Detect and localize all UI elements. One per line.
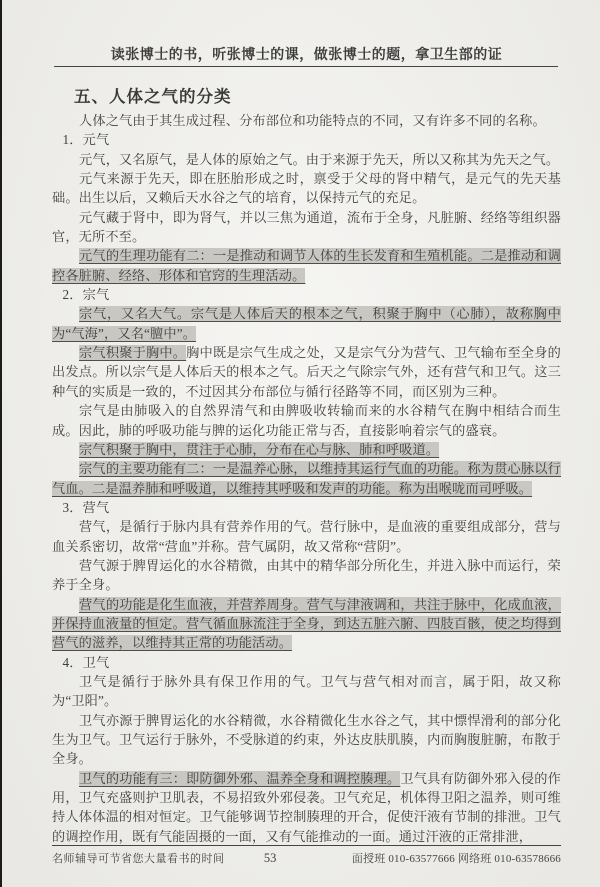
body-paragraph [52, 150, 561, 169]
text-run: 4．卫气 [62, 654, 110, 670]
text-run: 元气，又名原气，是人体的原始之气。由于来源于先天，所以又称其为先天之气。 [79, 151, 560, 167]
text-run: 元气来源于先天，即在胚胎形成之时，禀受于父母的肾中精气，是元气的先天基础。出生以后，又赖后天水谷之气的培育，以保持元气的充足。 [52, 171, 561, 206]
body-paragraph [52, 672, 561, 711]
text-run: 宗气是由肺吸入的自然界清气和由脾吸收转输而来的水谷精气在胸中相结合而生成。因此，肺的呼吸功能与脾的运化功能正常与否，直接影响着宗气的盛衰。 [52, 403, 561, 438]
page-number: 53 [263, 851, 277, 865]
section-heading [52, 498, 561, 517]
body-paragraph [52, 401, 561, 440]
section-heading [52, 130, 561, 149]
highlighted-text: 元气的生理功能有二：一是推动和调节人体的生长发育和生殖机能。二是推动和调控各脏腑、经络、形体和官窍的生理活动。 [52, 248, 561, 283]
text-run: 卫气具有防御外邪入侵的作用，卫气充盛则护卫肌表，不易招致外邪侵袭。卫气充足，机体得卫阳之温养，则可维持人体体温的相对恒定。卫气能够调节控制腠理的开合，促使汗液有节制的排泄。卫气的调控作用，既有气能固摄的一面，又有气能推动的一面。通过汗液的正常排泄， [52, 770, 561, 844]
footer-left-text: 名师辅导可节省您大量看书的时间 [52, 853, 225, 865]
body-paragraph [52, 111, 561, 130]
scan-left-edge [0, 0, 2, 887]
highlighted-text: 宗气积聚于胸中。 [79, 345, 187, 361]
highlighted-text: 卫气的功能有三：即防御外邪、温养全身和调控腠理。 [79, 770, 401, 786]
text-run: 营气源于脾胃运化的水谷精微，由其中的精华部分所化生，并进入脉中而运行，荣养于全身。 [52, 557, 561, 593]
text-run: 卫气亦源于脾胃运化的水谷精微，水谷精微化生水谷之气，其中慓悍滑利的部分化生为卫气。卫气运行于脉外，不受脉道的约束，外达皮肤肌腠，内而胸腹脏腑，布散于全身。 [52, 712, 561, 767]
section-heading [52, 285, 561, 304]
text-run: 胸中既是宗气生成之处，又是宗气分为营气、卫气输布至全身的出发点。所以宗气是人体后天的根本之气。后天之气除宗气外，还有营气和卫气。这三种气的实质是一致的，不过因其分布部位与循行径路等不同，而区别为三种。 [52, 345, 562, 399]
body-paragraph [52, 595, 561, 653]
highlighted-text: 宗气，又名大气。宗气是人体后天的根本之气，积聚于胸中（心肺），故称胸中为“气海”，又名“膻中”。 [52, 306, 561, 341]
page-title: 五、人体之气的分类 [74, 87, 232, 106]
body-paragraph [52, 169, 561, 208]
body-paragraph [52, 517, 561, 556]
header-rule [54, 66, 558, 67]
body-paragraph [52, 208, 561, 247]
text-run: 元气藏于肾中，即为肾气，并以三焦为通道，流布于全身，凡脏腑、经络等组织器官，无所不至。 [52, 209, 561, 245]
body-paragraph [52, 711, 561, 769]
text-run: 3．营气 [62, 499, 110, 515]
page-content [52, 87, 561, 846]
highlighted-text: 宗气的主要功能有二：一是温养心脉，以维持其运行气血的功能。称为贯心脉以行气血。二是温养肺和呼吸道，以维持其呼吸和发声的功能。称为出喉咙而司呼吸。 [52, 461, 561, 496]
text-run: 卫气是循行于脉外具有保卫作用的气。卫气与营气相对而言，属于阳，故又称为“卫阳”。 [52, 673, 561, 709]
text-run: 营气，是循行于脉内具有营养作用的气。营行脉中，是血液的重要组成部分，营与血关系密切，故常“营血”并称。营气属阴，故又常称“营阴”。 [52, 519, 561, 554]
section-heading [52, 653, 561, 672]
body-paragraph [52, 440, 561, 459]
text-run: 1．元气 [62, 132, 110, 148]
text-run: 2．宗气 [62, 287, 110, 303]
body-paragraph [52, 246, 561, 285]
highlighted-text: 营气的功能是化生血液，并营养周身。营气与津液调和，共注于脉中，化成血液，并保持血液量的恒定。营气循血脉流注于全身，到达五脏六腑、四肢百骸，使之均得到营气的滋养，以维持其正常的功能活动。 [52, 596, 561, 651]
body-paragraph [52, 769, 561, 846]
page-header-slogan: 读张博士的书，听张博士的课，做张博士的题，拿卫生部的证 [110, 48, 503, 63]
body-paragraph [52, 343, 561, 401]
body-paragraph [52, 304, 561, 343]
footer-right-text: 面授班 010-63577666 网络班 010-63578666 [351, 853, 561, 865]
text-run: 人体之气由于其生成过程、分布部位和功能特点的不同，又有许多不同的名称。 [79, 113, 546, 128]
page-footer [52, 845, 561, 866]
body-paragraph [52, 459, 561, 498]
body-paragraphs [52, 111, 561, 846]
highlighted-text: 宗气积聚于胸中，贯注于心肺，分布在心与脉、肺和呼吸道。 [79, 441, 440, 457]
body-paragraph [52, 556, 561, 595]
